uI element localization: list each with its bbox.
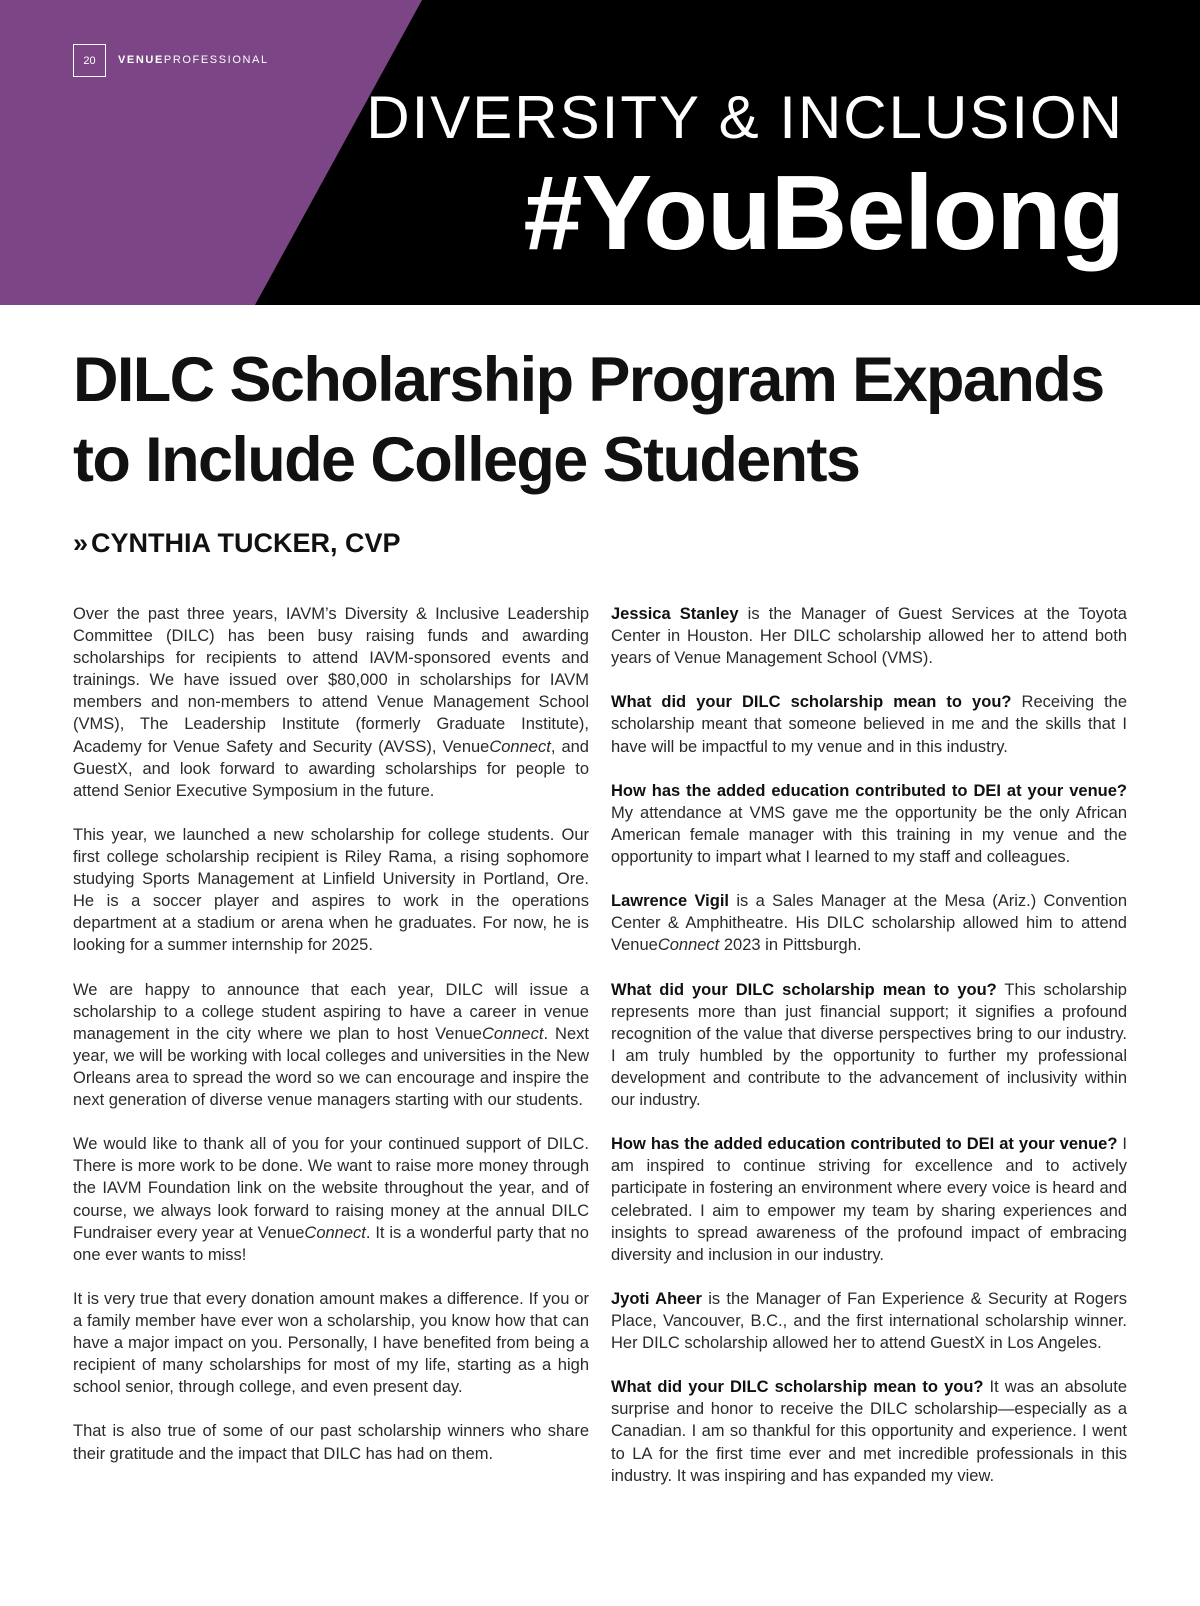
qa-paragraph: [611, 780, 1127, 868]
qa-question: What did your DILC scholarship mean to you?: [611, 693, 1012, 712]
text-run: is the Manager of Fan Experience & Security at Rogers Place, Vancouver, B.C., and the first international scholarship winner. Her DILC scholarship allowed her to attend GuestX in Los Angeles.: [611, 1289, 1127, 1353]
publication-name-bold: VENUE: [118, 54, 164, 66]
qa-question: How has the added education contributed to DEI at your venue?: [611, 781, 1127, 800]
qa-question: What did your DILC scholarship mean to you?: [611, 1378, 984, 1397]
qa-paragraph: [611, 1376, 1127, 1486]
profile-intro: [611, 890, 1127, 956]
text-run: We are happy to announce that each year, DILC will issue a scholarship to a college student aspiring to have a career in venue management in the city where we plan to host Venue: [73, 980, 589, 1043]
qa-paragraph: [611, 979, 1127, 1112]
text-run-italic: Connect: [304, 1223, 366, 1242]
section-title: DIVERSITY & INCLUSION: [366, 84, 1124, 151]
qa-answer: I am inspired to continue striving for excellence and to actively participate in fostering an environment where every voice is heard and celebrated. I aim to empower my team by sharing experiences and insights to spread awareness of the profound impact of embracing diversity and inclusion in our industry.: [611, 1135, 1127, 1264]
article-column-left: [73, 603, 589, 1487]
text-run: . It is a wonderful party that no one ever wants to miss!: [73, 1223, 589, 1264]
qa-answer: Receiving the scholarship meant that someone believed in me and the skills that I have will be impactful to my venue and in this industry.: [611, 693, 1128, 756]
qa-answer: My attendance at VMS gave me the opportunity be the only African American female manager with this training in my venue and the opportunity to impart what I learned to my staff and colleagues.: [611, 803, 1127, 867]
byline: [73, 528, 401, 559]
body-paragraph: That is also true of some of our past scholarship winners who share their gratitude and the impact that DILC has had on them.: [73, 1422, 589, 1463]
text-run-italic: Connect: [489, 737, 551, 756]
profile-name: Jyoti Aheer: [611, 1289, 702, 1308]
text-run-italic: Connect: [481, 1024, 544, 1043]
text-run: . Next year, we will be working with local colleges and universities in the New Orleans area to spread the word so we can encourage and inspire the next generation of diverse venue managers starting with our students.: [73, 1024, 589, 1110]
header-banner: [0, 0, 1200, 305]
body-paragraph: [73, 603, 589, 802]
text-run: , and GuestX, and look forward to awarding scholarships for people to attend Senior Executive Symposium in the future.: [73, 737, 589, 800]
body-paragraph: [73, 1133, 589, 1266]
body-paragraph: This year, we launched a new scholarship for college students. Our first college scholarship recipient is Riley Rama, a rising sophomore studying Sports Management at Linfield University in Portland, Ore. He is a soccer player and aspires to work in the operations department at a stadium or arena when he graduates. For now, he is looking for a summer internship for 2025.: [73, 825, 589, 955]
text-run: Over the past three years, IAVM’s Diversity & Inclusive Leadership Committee (DILC) has been busy raising funds and awarding scholarships for recipients to attend IAVM-sponsored events and trainings. We have issued over $80,000 in scholarships for IAVM members and non-members to attend Venue Management School (VMS), The Leadership Institute (formerly Graduate Institute), Academy for Venue Safety and Security (AVSS), Venue: [73, 605, 589, 756]
text-run-italic: Connect: [657, 936, 720, 955]
qa-answer: This scholarship represents more than just financial support; it signifies a profound recognition of the value that diverse perspectives bring to our industry. I am truly humbled by the opportunity to further my professional development and contribute to the advancement of inclusivity within our industry.: [611, 980, 1127, 1110]
qa-answer: It was an absolute surprise and honor to receive the DILC scholarship—especially as a Canadian. I am so thankful for this opportunity and experience. I went to LA for the first time ever and met incredible professionals in this industry. It was inspiring and has expanded my view.: [611, 1378, 1127, 1485]
byline-author: CYNTHIA TUCKER, CVP: [91, 528, 401, 558]
text-run: 2023 in Pittsburgh.: [719, 936, 862, 955]
text-run: We would like to thank all of you for your continued support of DILC. There is more work to be done. We want to raise more money through the IAVM Foundation link on the website throughout the year, and of course, we always look forward to raising money at the annual DILC Fundraiser every year at Venue: [73, 1135, 589, 1242]
publication-name: [118, 54, 269, 66]
profile-name: Jessica Stanley: [611, 605, 739, 623]
body-paragraph: It is very true that every donation amount makes a difference. If you or a family member have ever won a scholarship, you know how that can have a major impact on you. Personally, I have benefited from being a recipient of many scholarships for most of my life, starting as a high school senior, through college, and even present day.: [73, 1289, 589, 1397]
text-run: is a Sales Manager at the Mesa (Ariz.) Convention Center & Amphitheatre. His DILC scholarship allowed him to attend Venue: [611, 892, 1127, 955]
page-number: 20: [73, 44, 106, 77]
profile-intro: [611, 1288, 1127, 1354]
body-paragraph: [73, 979, 589, 1112]
qa-paragraph: [611, 691, 1127, 757]
publication-name-rest: PROFESSIONAL: [163, 54, 269, 66]
qa-question: What did your DILC scholarship mean to you?: [611, 980, 997, 999]
article-headline: DILC Scholarship Program Expands to Include College Students: [73, 345, 1104, 495]
qa-paragraph: [611, 1133, 1127, 1266]
profile-intro: [611, 603, 1127, 669]
profile-name: Lawrence Vigil: [611, 892, 729, 911]
qa-question: How has the added education contributed to DEI at your venue?: [611, 1135, 1118, 1154]
section-hashtag: #YouBelong: [523, 154, 1124, 272]
text-run: is the Manager of Guest Services at the Toyota Center in Houston. Her DILC scholarship allowed her to attend both years of Venue Management School (VMS).: [611, 605, 1127, 668]
byline-chevron-icon: »: [73, 528, 86, 558]
article-column-right: [611, 603, 1127, 1509]
